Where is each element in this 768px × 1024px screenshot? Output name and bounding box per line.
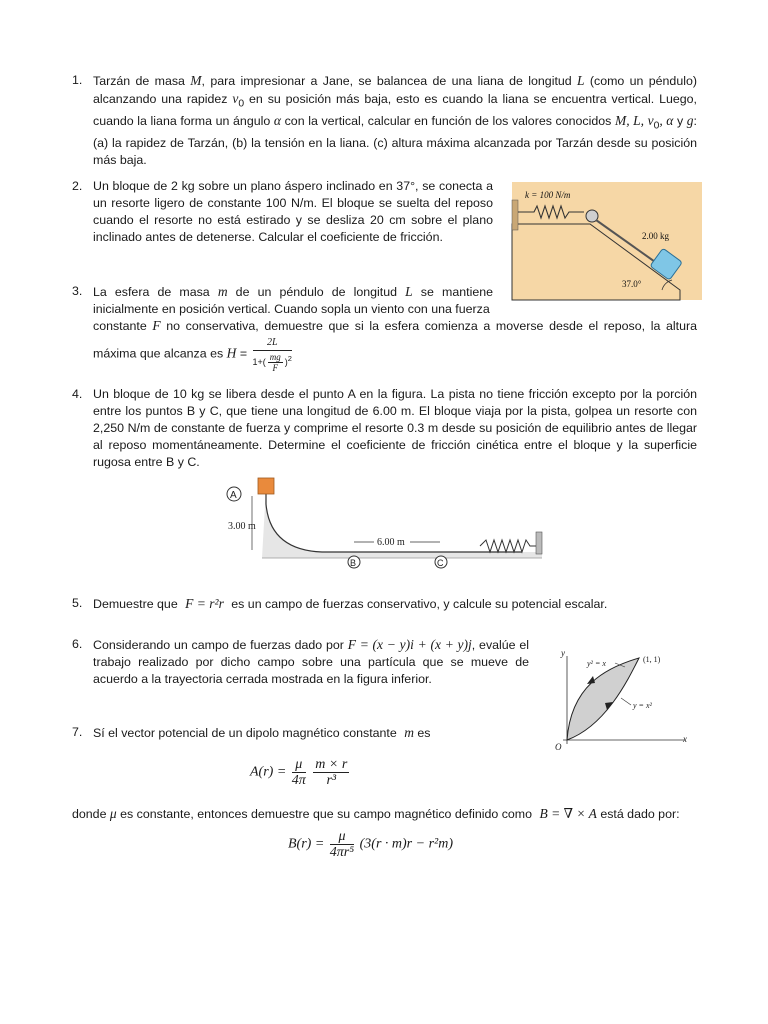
spring-constant-label: k = 100 N/m xyxy=(525,190,571,200)
length-label: 6.00 m xyxy=(377,537,405,548)
problem-5-text: Demuestre que F = r²r es un campo de fuerzas conservativo, y calcule su potencial escalar. xyxy=(93,596,608,611)
upper-curve-label: y² = x xyxy=(587,659,606,668)
problem-3-text-top: La esfera de masa m de un péndulo de longitud L se mantiene inicialmente en posición vertical. Cuando sopla un viento con una fuerza xyxy=(93,284,493,316)
problem-7-continuation: donde μ es constante, entonces demuestre que su campo magnético definido como B = ∇ × A está dado por: xyxy=(72,806,680,821)
track-figure xyxy=(222,474,548,570)
lower-curve-leader xyxy=(621,698,631,705)
problem-7-text: Sí el vector potencial de un dipolo magnético constante m es xyxy=(93,725,431,740)
problem-3-text-bottom: constante F no conservativa, demuestre que si la esfera comienza a moverse desde el reposo, la altura máxima que alcanza es H = 2L 1+( $\frac{mg}{F}$ )$^2$ xyxy=(93,318,697,374)
height-label: 3.00 m xyxy=(228,521,256,532)
lower-curve-label: y = x² xyxy=(633,701,652,710)
point-b-label: B xyxy=(350,558,357,568)
problem-2-number: 2. xyxy=(72,179,83,193)
problem-4-number: 4. xyxy=(72,387,83,401)
closed-path-figure xyxy=(545,646,695,758)
point-a-label: A xyxy=(230,490,237,501)
arrow-upper xyxy=(587,676,595,684)
mass-label: 2.00 kg xyxy=(642,231,669,241)
problem-6-text: Considerando un campo de fuerzas dado por F = (x − y)i + (x + y)j, evalúe el trabajo realizado por dicho campo sobre una partícula que se mueve de acuerdo a la trayectoria cerrada mostrada en la figura inferior. xyxy=(93,637,530,686)
block-a xyxy=(258,478,274,494)
problem-5-number: 5. xyxy=(72,596,83,610)
magnetic-field-equation: B(r) = $\frac{\mu}{\text{4πr⁵}}$ (3(r · m)r − r²m) xyxy=(288,829,453,860)
problem-1-number: 1. xyxy=(72,73,83,87)
y-axis-label: y xyxy=(561,648,565,658)
wall xyxy=(512,200,518,230)
problem-3-cont: se mantiene inicialmente en posición vertical. Cuando sopla un viento con una fuerza xyxy=(93,285,493,316)
problem-4-text: Un bloque de 10 kg se libera desde el punto A en la figura. La pista no tiene fricción excepto por la porción entre los puntos B y C, que tiene una longitud de 6.00 m. El bloque viaja por la pista, golpea un resorte con 2,250 N/m de constante de fuerza y comprime el resorte 0.3 m desde su posición de equilibrio antes de llegar al reposo momentáneamente. Determine el coeficiente de fricción cinética entre el bloque y la superficie rugosa entre B y C. xyxy=(93,387,697,469)
point-c-label: C xyxy=(437,558,444,568)
point-1-1-label: (1, 1) xyxy=(643,655,661,664)
height-formula-fraction: 2L 1+( $\frac{mg}{F}$ )$^2$ xyxy=(252,337,292,374)
enclosed-region xyxy=(567,658,639,740)
problem-2-text: Un bloque de 2 kg sobre un plano áspero inclinado en 37°, se conecta a un resorte ligero de constante 100 N/m. El bloque se suelta del reposo cuando el resorte no está estirado y se desliza 20 cm sobre el plano inclinado antes de detenerse. Calcular el coeficiente de fricción. xyxy=(93,179,493,244)
x-axis-label: x xyxy=(683,734,687,744)
incline-figure xyxy=(512,182,702,300)
angle-label: 37.0° xyxy=(622,279,642,289)
problem-3-constante: constante xyxy=(93,319,153,333)
problem-3-number: 3. xyxy=(72,284,83,298)
problem-7-number: 7. xyxy=(72,725,83,739)
origin-label: O xyxy=(555,742,562,752)
problem-1-text: Tarzán de masa M, para impresionar a Jane, se balancea de una liana de longitud L (como un péndulo) alcanzando una rapidez $v_0$ en su posición más baja, esto es cuando la liana se encuentra vertical. Luego, cuando la liana forma un ángulo α con la vertical, calcular en función de los valores conocidos M, L, $v_0$, α y g: (a) la rapidez de Tarzán, (b) la tensión en la liana. (c) altura máxima alcanzada por Tarzán desde su posición más baja. xyxy=(93,73,697,167)
problem-6-number: 6. xyxy=(72,637,83,651)
track-wall xyxy=(536,532,542,554)
vector-potential-equation: A(r) = $\frac{\mu}{4\pi}$ $\frac{m \times r}{\text{r³}}$ xyxy=(250,757,348,788)
track-spring xyxy=(480,540,536,552)
